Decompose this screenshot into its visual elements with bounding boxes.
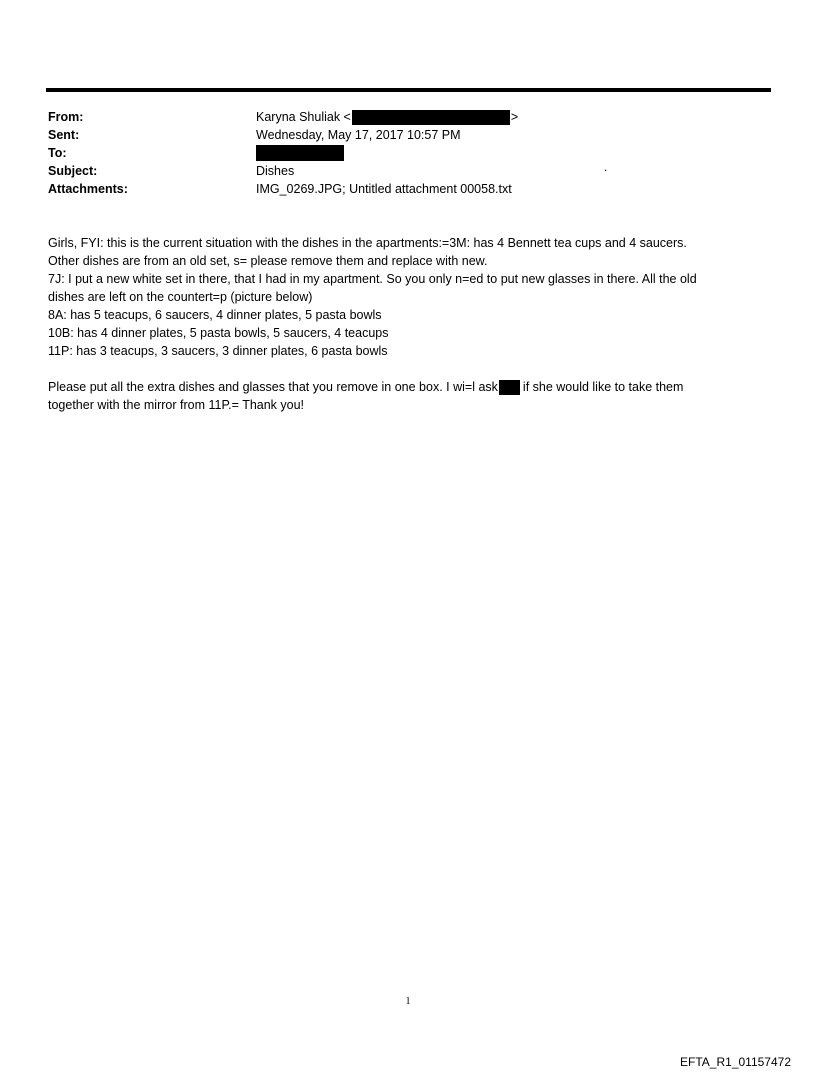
sent-label: Sent: [48,128,80,142]
closing-line: together with the mirror from 11P.= Thank you! [48,398,305,412]
from-label: From: [48,110,84,124]
sent-value: Wednesday, May 17, 2017 10:57 PM [256,128,461,142]
body-line: Girls, FYI: this is the current situation with the dishes in the apartments:=3M: has 4 Bennett tea cups and 4 saucers. [48,236,687,250]
attachments-value[interactable]: IMG_0269.JPG; Untitled attachment 00058.txt [256,182,512,196]
page-number: 1 [405,996,411,1007]
subject-value: Dishes [256,164,295,178]
body-line: 11P: has 3 teacups, 3 saucers, 3 dinner plates, 6 pasta bowls [48,344,388,358]
email-header [48,108,768,198]
attachments-row [48,180,768,198]
redacted-recipient [256,145,344,161]
from-value [256,108,518,126]
closing-text-a: Please put all the extra dishes and glasses that you remove in one box. I wi=l ask [48,380,498,394]
closing-line [48,378,768,396]
subject-row [48,162,768,180]
to-row [48,144,768,162]
body-line: 7J: I put a new white set in there, that I had in my apartment. So you only n=ed to put new glasses in there. All the old [48,272,697,286]
body-line: Other dishes are from an old set, s= please remove them and replace with new. [48,254,488,268]
attachments-label: Attachments: [48,182,128,196]
body-line: 10B: has 4 dinner plates, 5 pasta bowls, 5 saucers, 4 teacups [48,326,389,340]
stray-mark: . [604,160,608,174]
sender-name: Karyna Shuliak < [256,110,351,124]
from-suffix: > [510,110,519,124]
bates-number: EFTA_R1_01157472 [680,1055,791,1069]
header-divider [46,88,771,92]
to-label: To: [48,146,67,160]
sent-row [48,126,768,144]
redacted-name [499,380,520,395]
paragraph-spacer [48,360,768,378]
subject-label: Subject: [48,164,98,178]
email-body [48,234,768,414]
body-line: 8A: has 5 teacups, 6 saucers, 4 dinner plates, 5 pasta bowls [48,308,382,322]
body-line: dishes are left on the countert=p (picture below) [48,290,313,304]
closing-text-b: if she would like to take them [522,380,684,394]
from-row [48,108,768,126]
redacted-email [352,110,510,125]
